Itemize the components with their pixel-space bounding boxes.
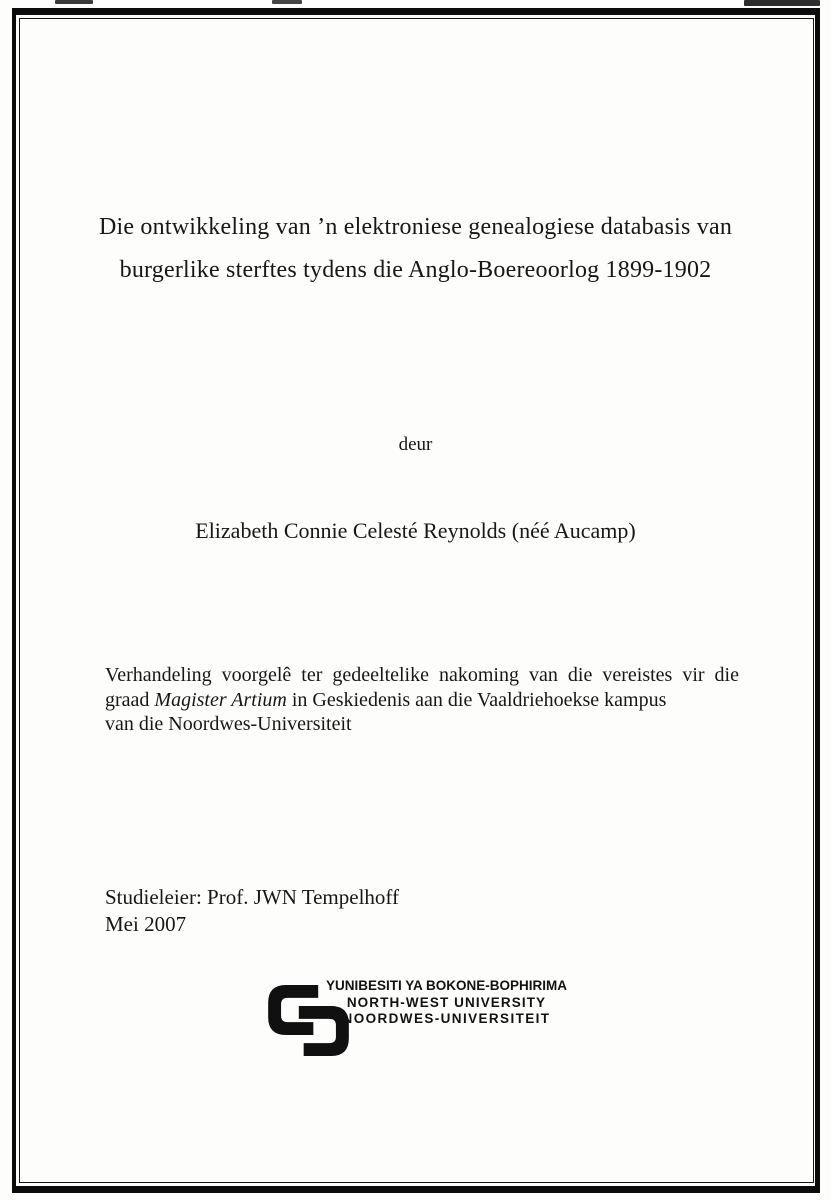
statement-line2-prefix: graad — [105, 688, 155, 711]
author-name: Elizabeth Connie Celesté Reynolds (néé Aucamp) — [195, 518, 636, 543]
byline-label: deur — [398, 434, 433, 455]
statement-line2-suffix: in Geskiedenis aan die Vaaldriehoekse kampus — [286, 688, 667, 711]
statement-line2 — [105, 688, 739, 713]
scan-artifact — [55, 0, 93, 4]
logo-name-english: NORTH-WEST UNIVERSITY — [346, 994, 547, 1010]
statement-line3: van die Noordwes-Universiteit — [105, 713, 352, 735]
thesis-title — [0, 206, 831, 292]
scan-artifact — [744, 0, 820, 6]
nwu-logo-text — [322, 978, 572, 1028]
supervisor-line: Studieleier: Prof. JWN Tempelhoff — [105, 885, 400, 909]
logo-name-afrikaans: NOORDWES-UNIVERSITEIT — [342, 1011, 551, 1026]
thesis-title-line1: Die ontwikkeling van ’n elektroniese genealogiese databasis van — [98, 214, 733, 240]
nwu-logo — [260, 976, 572, 1062]
thesis-statement — [105, 663, 739, 737]
supervisor-block — [105, 884, 399, 937]
date-line: Mei 2007 — [105, 911, 187, 936]
thesis-title-line2: burgerlike sterftes tydens die Anglo-Boereoorlog 1899-1902 — [119, 257, 712, 283]
scan-artifact — [272, 0, 302, 4]
logo-name-setswana: YUNIBESITI YA BOKONE-BOPHIRIMA — [325, 978, 568, 993]
degree-name: Magister Artium — [154, 688, 287, 711]
statement-line1: Verhandeling voorgelê ter gedeeltelike nakoming van die vereistes vir die — [105, 664, 739, 686]
